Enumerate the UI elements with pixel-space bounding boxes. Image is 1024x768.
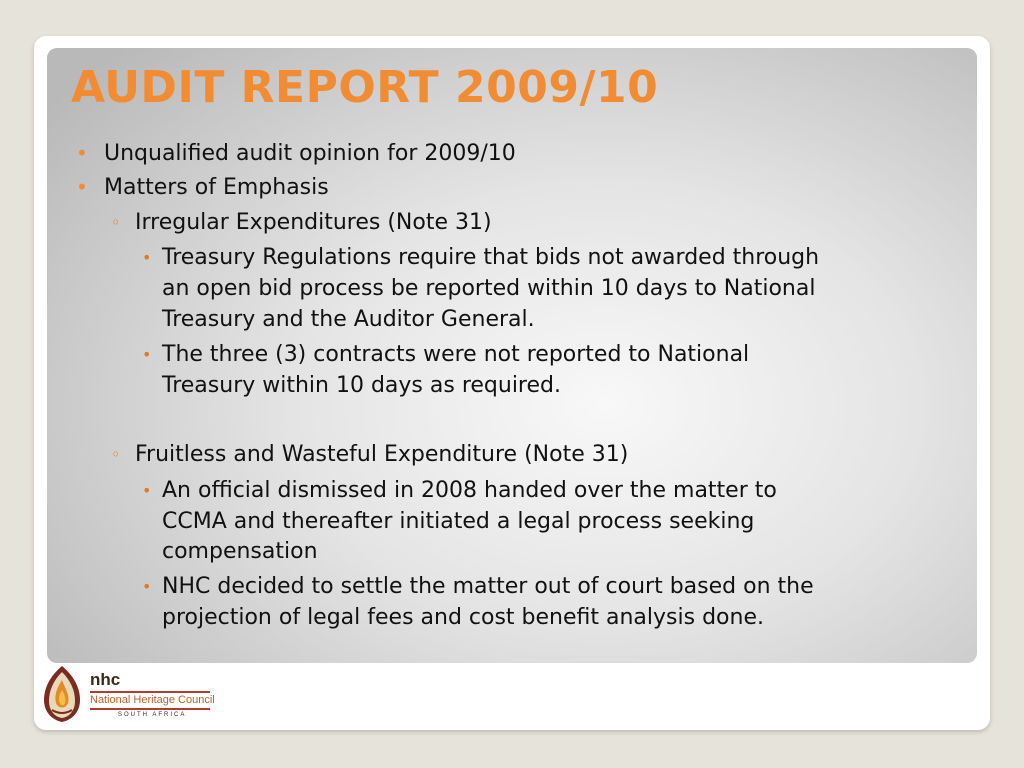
logo-full-name: National Heritage Council (90, 694, 215, 706)
detail-bullet-item (142, 242, 820, 273)
sub-bullet-text: Fruitless and Wasteful Expenditure (Note 31) (135, 442, 629, 467)
bullet-marker: • (76, 175, 88, 199)
detail-bullet-marker: • (142, 248, 152, 267)
detail-bullet-item (142, 475, 777, 506)
detail-line: Treasury Regulations require that bids not awarded through (162, 245, 820, 270)
bullet-marker: • (76, 141, 88, 165)
detail-bullet-marker: • (142, 481, 152, 500)
detail-bullet-item (142, 339, 750, 370)
logo-divider (90, 708, 210, 710)
detail-line: Treasury within 10 days as required. (162, 373, 561, 398)
detail-line: Treasury and the Auditor General. (162, 307, 535, 332)
nhc-logo (40, 664, 220, 726)
detail-line: an open bid process be reported within 10 days to National (162, 276, 816, 301)
logo-country: SOUTH AFRICA (118, 712, 187, 718)
logo-acronym: nhc (90, 670, 121, 689)
logo-divider (90, 691, 210, 693)
detail-line: CCMA and thereafter initiated a legal process seeking (162, 509, 755, 534)
sub-bullet-marker: ◦ (111, 445, 121, 464)
flame-emblem-icon (40, 664, 84, 724)
detail-line: An official dismissed in 2008 handed over the matter to (162, 478, 777, 503)
detail-line: compensation (162, 539, 318, 564)
detail-line: The three (3) contracts were not reported to National (162, 342, 750, 367)
detail-bullet-item (142, 571, 814, 602)
bullet-item (76, 138, 516, 170)
sub-bullet-marker: ◦ (111, 213, 121, 232)
sub-bullet-item (111, 439, 629, 471)
detail-bullet-marker: • (142, 577, 152, 596)
sub-bullet-text: Irregular Expenditures (Note 31) (135, 210, 492, 235)
bullet-item (76, 172, 329, 204)
bullet-text: Unqualified audit opinion for 2009/10 (104, 141, 516, 166)
sub-bullet-item (111, 207, 492, 239)
detail-line: NHC decided to settle the matter out of court based on the (162, 574, 814, 599)
bullet-text: Matters of Emphasis (104, 175, 329, 200)
detail-bullet-marker: • (142, 345, 152, 364)
slide-title: AUDIT REPORT 2009/10 (71, 62, 659, 113)
detail-line: projection of legal fees and cost benefit analysis done. (162, 605, 764, 630)
